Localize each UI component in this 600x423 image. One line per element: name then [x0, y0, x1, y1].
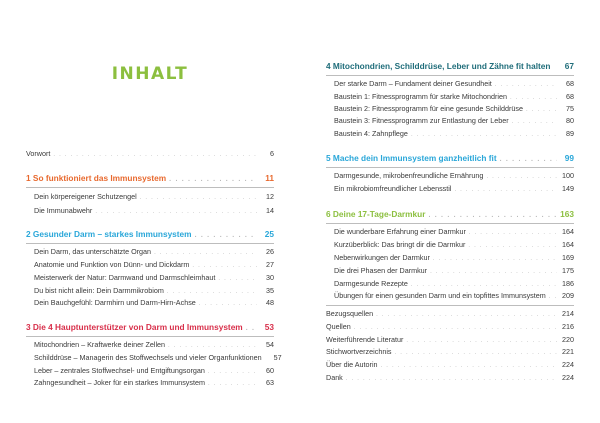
- toc-entry[interactable]: [26, 378, 274, 388]
- entry-title: Die wunderbare Erfahrung einer Darmkur: [334, 227, 466, 236]
- toc-entry-appendix[interactable]: [326, 309, 574, 319]
- toc-entry-appendix[interactable]: [326, 322, 574, 332]
- entry-title: Leber – zentrales Stoffwechsel- und Entgiftungsorgan: [34, 366, 205, 375]
- toc-entry[interactable]: [326, 104, 574, 114]
- entry-title: Quellen: [326, 322, 351, 331]
- entry-page: 214: [562, 309, 574, 318]
- entry-title: Der starke Darm – Fundament deiner Gesundheit: [334, 79, 492, 88]
- toc-entry[interactable]: [326, 227, 574, 237]
- toc-entry-appendix[interactable]: [326, 335, 574, 345]
- entry-page: 100: [562, 171, 574, 180]
- entry-title: Kurzüberblick: Das bringt dir die Darmkur: [334, 240, 466, 249]
- toc-entry[interactable]: [26, 353, 282, 363]
- entry-page: 48: [266, 298, 274, 307]
- entry-page: 209: [562, 291, 574, 300]
- entry-title: Über die Autorin: [326, 360, 378, 369]
- entry-page: 63: [266, 378, 274, 387]
- entry-page: 35: [266, 286, 274, 295]
- entry-page: 224: [562, 373, 574, 382]
- entry-page: 30: [266, 273, 274, 282]
- toc-entry[interactable]: [26, 206, 274, 216]
- entry-page: 6: [270, 149, 274, 158]
- chapter-page: 99: [564, 153, 574, 163]
- chapter-title: 4 Mitochondrien, Schilddrüse, Leber und Zähne fit halten: [326, 61, 551, 71]
- toc-entry[interactable]: [326, 92, 574, 102]
- entry-page: 216: [562, 322, 574, 331]
- entry-title: Bezugsquellen: [326, 309, 374, 318]
- toc-entry[interactable]: [326, 129, 574, 139]
- entry-page: 164: [562, 240, 574, 249]
- entry-title: Dein Darm, das unterschätzte Organ: [34, 247, 152, 256]
- entry-page: 186: [562, 279, 574, 288]
- entry-page: 75: [566, 104, 574, 113]
- entry-title: Stichwortverzeichnis: [326, 347, 392, 356]
- chapter-divider: [326, 167, 574, 168]
- toc-entry[interactable]: [26, 247, 274, 257]
- entry-page: 68: [566, 79, 574, 88]
- entry-page: 57: [273, 353, 282, 362]
- toc-entry[interactable]: [326, 266, 574, 276]
- chapter-title: 1 So funktioniert das Immunsystem: [26, 173, 167, 183]
- toc-chapter-2[interactable]: [26, 229, 274, 240]
- toc-entry[interactable]: [26, 286, 274, 296]
- toc-entry[interactable]: [26, 340, 274, 350]
- chapter-title: 6 Deine 17-Tage-Darmkur: [326, 209, 426, 219]
- chapter-page: 11: [265, 173, 274, 183]
- chapter-divider: [26, 243, 274, 244]
- toc-chapter-4[interactable]: [326, 61, 574, 72]
- entry-title: Du bist nicht allein: Dein Darmmikrobiom: [34, 286, 164, 295]
- entry-title: Übungen für einen gesunden Darm und ein topfittes Immunsystem: [334, 291, 546, 300]
- entry-title: Dein körpereigener Schutzengel: [34, 192, 137, 201]
- toc-entry[interactable]: [326, 79, 574, 89]
- entry-page: 14: [266, 206, 274, 215]
- toc-entry[interactable]: [26, 366, 274, 376]
- entry-page: 54: [266, 340, 274, 349]
- entry-title: Baustein 4: Zahnpflege: [334, 129, 408, 138]
- entry-title: Dank: [326, 373, 343, 382]
- toc-entry[interactable]: [326, 116, 574, 126]
- toc-title: INHALT: [111, 64, 189, 84]
- toc-entry[interactable]: [26, 192, 274, 202]
- toc-entry[interactable]: [26, 273, 274, 283]
- entry-title: Baustein 1: Fitnessprogramm für starke Mitochondrien: [334, 92, 507, 101]
- toc-entry-vorwort[interactable]: [26, 149, 274, 159]
- entry-page: 68: [566, 92, 574, 101]
- entry-page: 149: [562, 184, 574, 193]
- entry-title: Darmgesunde Rezepte: [334, 279, 408, 288]
- entry-title: Baustein 3: Fitnessprogramm zur Entlastung der Leber: [334, 116, 509, 125]
- entry-title: Vorwort: [26, 149, 51, 158]
- chapter-page: 25: [264, 229, 274, 239]
- toc-chapter-3[interactable]: [26, 322, 274, 333]
- toc-entry[interactable]: [326, 171, 574, 181]
- toc-entry[interactable]: [326, 253, 574, 263]
- toc-entry-appendix[interactable]: [326, 347, 574, 357]
- toc-entry[interactable]: [26, 298, 274, 308]
- toc-chapter-6[interactable]: [326, 209, 574, 220]
- entry-page: 60: [266, 366, 274, 375]
- chapter-title: 5 Mache dein Immunsystem ganzheitlich fit: [326, 153, 497, 163]
- toc-entry[interactable]: [326, 184, 574, 194]
- entry-page: 164: [562, 227, 574, 236]
- appendix-divider: [326, 305, 574, 306]
- chapter-divider: [326, 223, 574, 224]
- entry-title: Die drei Phasen der Darmkur: [334, 266, 428, 275]
- entry-title: Zahngesundheit – Joker für ein starkes Immunsystem: [34, 378, 205, 387]
- entry-title: Baustein 2: Fitnessprogramm für eine gesunde Schilddrüse: [334, 104, 523, 113]
- toc-entry[interactable]: [26, 260, 274, 270]
- entry-page: 26: [266, 247, 274, 256]
- entry-page: 12: [266, 192, 274, 201]
- chapter-divider: [26, 187, 274, 188]
- entry-title: Dein Bauchgefühl: Darmhirn und Darm-Hirn-Achse: [34, 298, 196, 307]
- entry-page: 27: [266, 260, 274, 269]
- entry-title: Weiterführende Literatur: [326, 335, 404, 344]
- entry-page: 224: [562, 360, 574, 369]
- toc-entry[interactable]: [326, 240, 574, 250]
- entry-page: 220: [562, 335, 574, 344]
- toc-chapter-1[interactable]: [26, 173, 274, 184]
- entry-title: Darmgesunde, mikrobenfreundliche Ernährung: [334, 171, 484, 180]
- chapter-divider: [326, 75, 574, 76]
- entry-title: Nebenwirkungen der Darmkur: [334, 253, 430, 262]
- chapter-title: 2 Gesunder Darm – starkes Immunsystem: [26, 229, 192, 239]
- entry-page: 175: [562, 266, 574, 275]
- chapter-divider: [26, 336, 274, 337]
- chapter-page: 53: [264, 322, 274, 332]
- chapter-title: 3 Die 4 Hauptunterstützer von Darm und Immunsystem: [26, 322, 243, 332]
- entry-title: Schilddrüse – Managerin des Stoffwechsels und vieler Organfunktionen: [34, 353, 262, 362]
- chapter-page: 67: [564, 61, 574, 71]
- entry-title: Anatomie und Funktion von Dünn- und Dickdarm: [34, 260, 190, 269]
- toc-entry[interactable]: [326, 279, 574, 289]
- entry-page: 80: [566, 116, 574, 125]
- entry-page: 169: [562, 253, 574, 262]
- toc-entry[interactable]: [326, 291, 574, 301]
- chapter-page: 163: [560, 209, 574, 219]
- entry-page: 221: [562, 347, 574, 356]
- entry-title: Meisterwerk der Natur: Darmwand und Darmschleimhaut: [34, 273, 216, 282]
- entry-page: 89: [566, 129, 574, 138]
- entry-title: Ein mikrobiomfreundlicher Lebensstil: [334, 184, 452, 193]
- entry-title: Die Immunabwehr: [34, 206, 93, 215]
- toc-entry-appendix[interactable]: [326, 373, 574, 383]
- toc-entry-appendix[interactable]: [326, 360, 574, 370]
- entry-title: Mitochondrien – Kraftwerke deiner Zellen: [34, 340, 166, 349]
- toc-chapter-5[interactable]: [326, 153, 574, 164]
